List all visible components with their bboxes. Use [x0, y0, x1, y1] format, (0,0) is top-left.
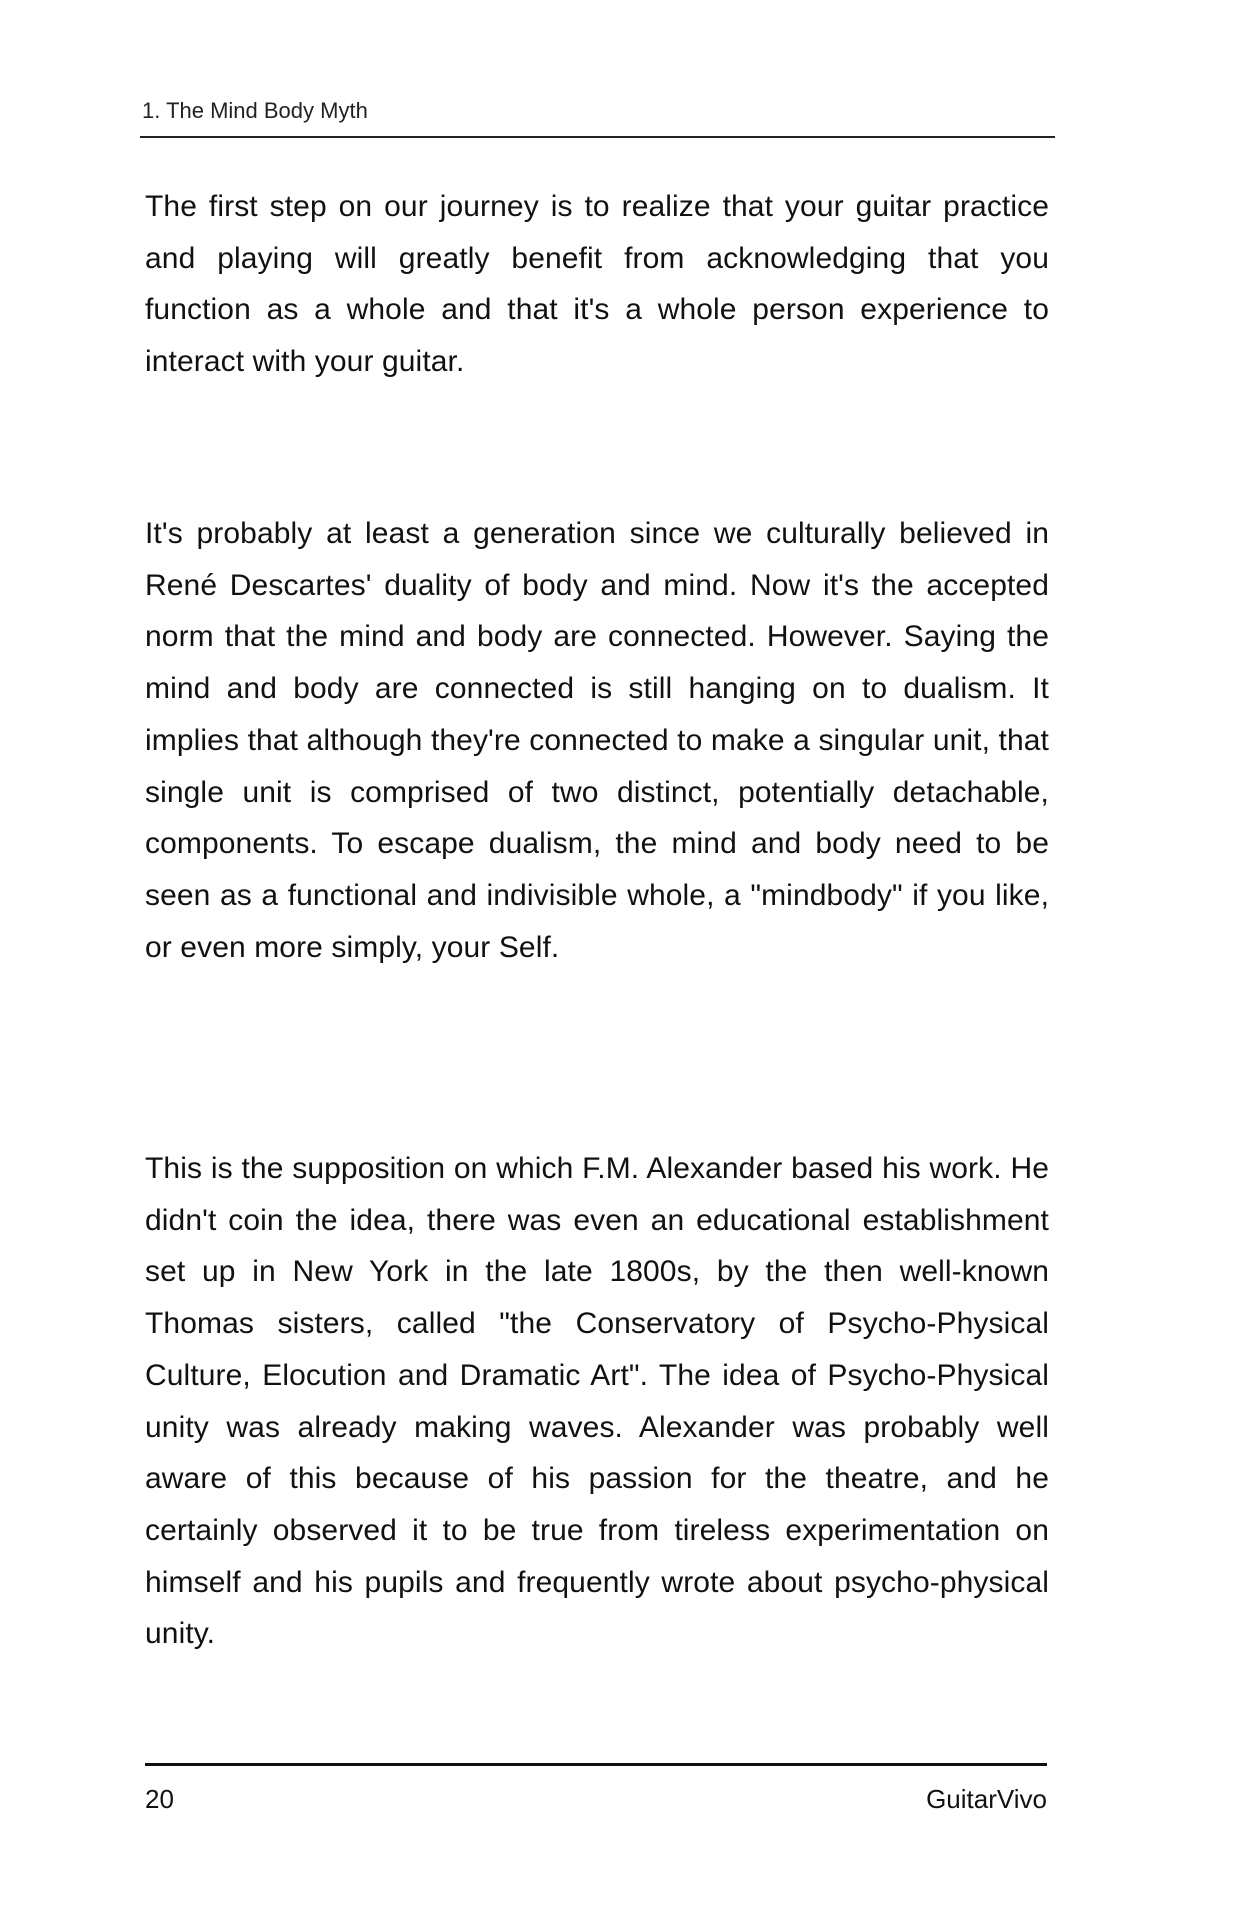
header-rule: [140, 136, 1055, 138]
footer-rule: [145, 1763, 1047, 1766]
running-header-title: 1. The Mind Body Myth: [142, 98, 368, 123]
paragraph-1: The first step on our journey is to realize that your guitar practice and playing will greatly benefit from acknowledging that you function as a whole and that it's a whole person experience to interact with your guitar.: [145, 190, 1049, 379]
paragraph-2: It's probably at least a generation since we culturally believed in René Descartes' duality of body and mind. Now it's the accepted norm that the mind and body are connected. However. Saying the mind and body are connected is still hanging on to dualism. It implies that although they're connected to make a singular unit, that single unit is comprised of two distinct, potentially detachable, components. To escape dualism, the mind and body need to be seen as a functional and indivisible whole, a "mindbody" if you like, or even more simply, your Self.: [145, 517, 1049, 964]
publisher-name: GuitarVivo: [926, 1784, 1047, 1814]
page-number: 20: [145, 1784, 174, 1814]
paragraph-3: This is the supposition on which F.M. Alexander based his work. He didn't coin the idea, there was even an educational establishment set up in New York in the late 1800s, by the then well-known Thomas sisters, called "the Conservatory of Psycho-Physical Culture, Elocution and Dramatic Art". The idea of Psycho-Physical unity was already making waves. Alexander was probably well aware of this because of his passion for the theatre, and he certainly observed it to be true from tireless experimentation on himself and his pupils and frequently wrote about psycho-physical unity.: [145, 1152, 1049, 1651]
